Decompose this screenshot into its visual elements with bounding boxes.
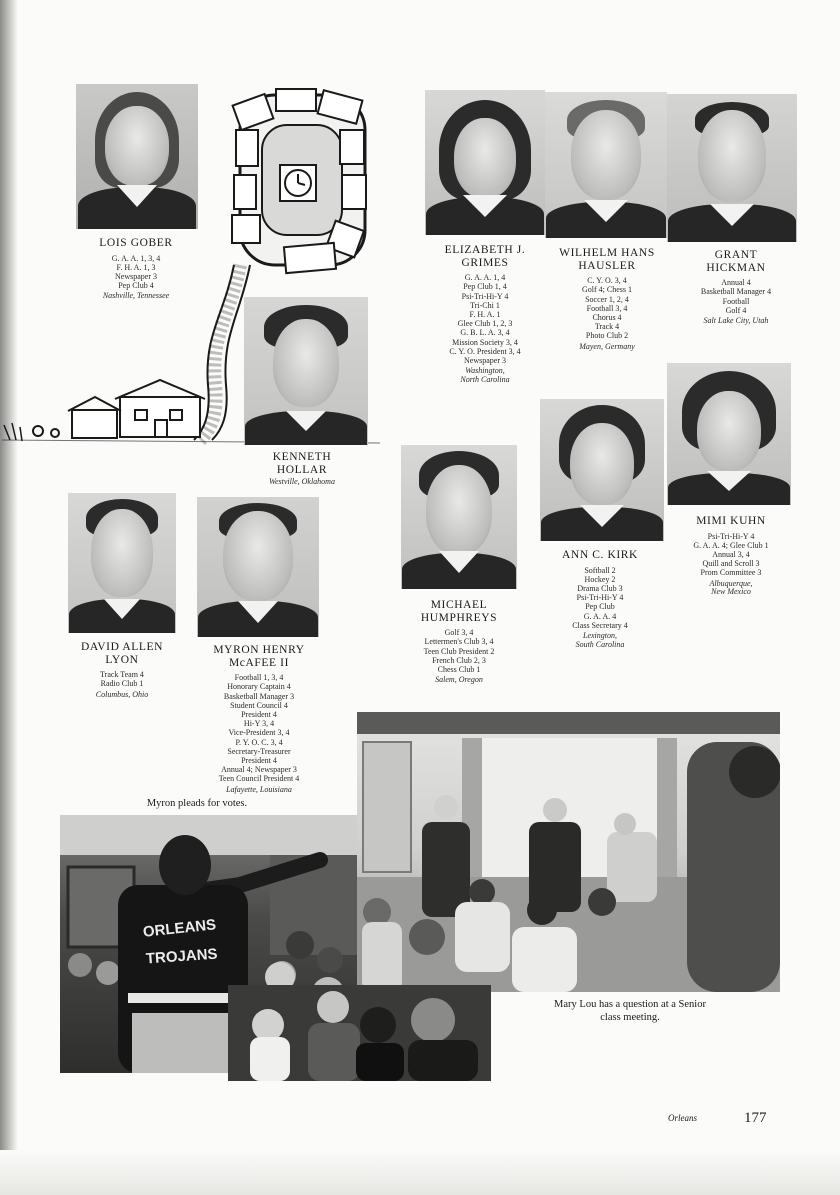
activity: Lettermen's Club 3, 4 — [424, 637, 494, 647]
crowd-heads — [228, 985, 491, 1081]
activity: Psi-Tri-Hi-Y 4 — [461, 291, 509, 301]
caption-wilhelm-hausler — [537, 247, 677, 351]
activity: P. Y. O. C. 3, 4 — [235, 737, 283, 747]
activity: Teen Club President 2 — [423, 646, 495, 656]
portrait-myron-mcafee — [197, 497, 319, 637]
activity: Track 4 — [594, 322, 620, 332]
activity: G. A. A. 1, 3, 4 — [111, 253, 161, 263]
activity: G. B. L. A. 3, 4 — [460, 328, 510, 338]
activity: President 4 — [241, 710, 277, 720]
page-number: 177 — [744, 1110, 767, 1126]
class-meeting-scene — [357, 712, 780, 992]
activity: Football 1, 3, 4 — [234, 673, 284, 683]
activity: F. H. A. 1 — [469, 310, 501, 320]
activity: Annual 3, 4 — [712, 550, 750, 560]
activity: Student Council 4 — [230, 700, 288, 710]
hometown: Salem, Oregon — [435, 675, 483, 685]
activity: Quill and Scroll 3 — [702, 559, 760, 569]
student-name: DAVID ALLEN — [80, 641, 164, 653]
activity: Glee Club 1, 2, 3 — [457, 319, 513, 329]
activity: Mission Society 3, 4 — [452, 337, 518, 347]
activity: Pep Club 4 — [118, 281, 154, 291]
student-name: GRANT — [714, 249, 758, 261]
activity: G. A. A. 4; Glee Club 1 — [693, 540, 769, 550]
portrait-mimi-kuhn — [667, 363, 791, 505]
student-name: GRIMES — [461, 256, 509, 269]
jacket-line1: ORLEANS — [142, 916, 217, 941]
student-name: McAFEE II — [228, 656, 289, 669]
student-name: WILHELM HANS — [559, 247, 655, 259]
caption-kenneth-hollar — [232, 451, 372, 487]
activity: Newspaper 3 — [115, 272, 157, 282]
hometown: North Carolina — [460, 374, 510, 384]
hometown: Salt Lake City, Utah — [703, 316, 769, 326]
portrait-elizabeth-grimes — [425, 90, 545, 235]
activity: C. Y. O. 3, 4 — [587, 276, 627, 286]
activity: Softball 2 — [584, 565, 616, 575]
activity: Soccer 1, 2, 4 — [585, 294, 629, 304]
portrait-wilhelm-hausler — [545, 92, 667, 238]
activity: Pep Club — [585, 602, 615, 612]
hometown: South Carolina — [575, 639, 625, 649]
activity: Golf 4 — [725, 305, 747, 315]
activity: Drama Club 3 — [577, 584, 623, 594]
activity: G. A. A. 1, 4 — [464, 273, 506, 283]
activity: Golf 4; Chess 1 — [582, 285, 632, 295]
caption-grant-hickman — [666, 249, 806, 326]
caption-elizabeth-grimes — [415, 244, 555, 385]
activity: Teen Council President 4 — [218, 774, 300, 784]
hometown: New Mexico — [711, 587, 751, 597]
hometown: Lexington, — [583, 630, 617, 640]
student-name: HOLLAR — [276, 463, 328, 476]
photo-caption-line: Mary Lou has a question at a Senior — [554, 999, 706, 1010]
activity: President 4 — [241, 755, 277, 765]
crowd-foreground — [228, 985, 491, 1081]
photo-caption-marylou — [520, 998, 740, 1024]
activity: French Club 2, 3 — [432, 655, 486, 665]
caption-mimi-kuhn — [656, 515, 806, 597]
hometown: Lafayette, Louisiana — [226, 784, 292, 794]
activity: F. H. A. 1, 3 — [116, 262, 156, 272]
student-name: ANN C. KIRK — [562, 549, 638, 561]
activity: C. Y. O. President 3, 4 — [449, 346, 521, 356]
hometown: Washington, — [465, 366, 505, 376]
student-name: LYON — [105, 653, 139, 666]
activity: Football — [722, 296, 750, 306]
activity: Chorus 4 — [592, 313, 622, 323]
student-name: MYRON HENRY — [213, 644, 305, 656]
activity: Newspaper 3 — [464, 355, 506, 365]
activity: Tri-Chi 1 — [470, 300, 500, 310]
activity: Chess Club 1 — [437, 665, 481, 675]
portrait-lois-gober — [76, 84, 198, 229]
hometown: Columbus, Ohio — [95, 689, 149, 699]
activity: G. A. A. 4 — [583, 611, 617, 621]
footer-school-name: Orleans — [668, 1113, 697, 1123]
candid-photo-class-meeting — [357, 712, 780, 992]
portrait-david-lyon — [68, 493, 176, 633]
hometown: Westville, Oklahoma — [269, 477, 335, 487]
activity: Annual 4 — [721, 278, 751, 288]
hometown: Mayen, Germany — [579, 341, 635, 351]
activity: Basketball Manager 3 — [223, 691, 295, 701]
activity: Psi-Tri-Hi-Y 4 — [707, 531, 755, 541]
caption-ann-kirk — [530, 549, 670, 650]
activity: Vice-President 3, 4 — [228, 728, 290, 738]
caption-david-lyon — [52, 641, 192, 699]
photo-caption-line: class meeting. — [600, 1012, 660, 1024]
activity: Football 3, 4 — [586, 303, 628, 313]
student-name: ELIZABETH J. — [444, 244, 526, 256]
caption-michael-humphreys — [389, 599, 529, 685]
student-name: HICKMAN — [706, 261, 766, 274]
activity: Track Team 4 — [100, 670, 144, 680]
portrait-kenneth-hollar — [244, 297, 368, 445]
page-bottom-edge — [0, 1150, 840, 1195]
activity: Photo Club 2 — [585, 331, 629, 341]
jacket-line2: TROJANS — [145, 945, 219, 968]
student-name: MICHAEL — [430, 599, 488, 611]
student-name: HUMPHREYS — [420, 611, 498, 624]
student-name: KENNETH — [272, 451, 332, 463]
student-name: MIMI KUHN — [696, 515, 766, 527]
activity: Hi-Y 3, 4 — [243, 719, 275, 729]
activity: Pep Club 1, 4 — [463, 282, 507, 292]
activity: Class Secretary 4 — [572, 620, 628, 630]
caption-myron-mcafee — [184, 644, 334, 794]
portrait-michael-humphreys — [401, 445, 517, 589]
portrait-grant-hickman — [667, 94, 797, 242]
activity: Psi-Tri-Hi-Y 4 — [576, 593, 624, 603]
activity: Golf 3, 4 — [444, 628, 474, 638]
activity: Radio Club 1 — [100, 679, 144, 689]
activity: Basketball Manager 4 — [700, 287, 772, 297]
activity: Prom Committee 3 — [700, 568, 762, 578]
caption-lois-gober — [66, 237, 206, 301]
student-name: HAUSLER — [578, 259, 636, 272]
activity: Annual 4; Newspaper 3 — [221, 765, 297, 775]
photo-caption-myron: Myron pleads for votes. — [146, 798, 248, 809]
activity: Secretary-Treasurer — [227, 746, 291, 756]
activity: Honorary Captain 4 — [227, 682, 291, 692]
portrait-ann-kirk — [540, 399, 664, 541]
student-name: LOIS GOBER — [99, 237, 173, 249]
activity: Hockey 2 — [584, 574, 616, 584]
hometown: Albuquerque, — [709, 578, 753, 588]
hometown: Nashville, Tennessee — [102, 291, 170, 301]
